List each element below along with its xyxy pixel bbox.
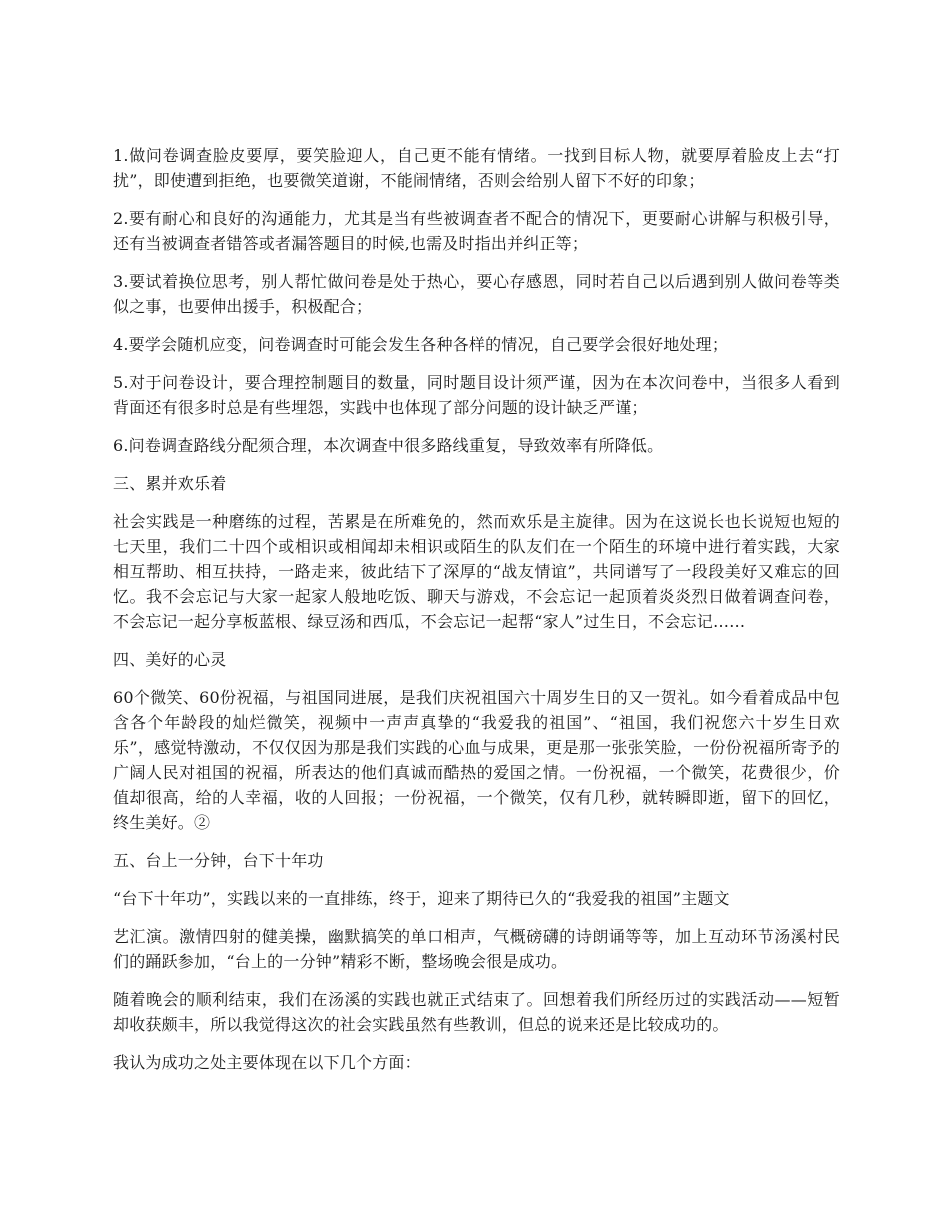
paragraph-section-5-b: 艺汇演。激情四射的健美操，幽默搞笑的单口相声，气概磅礴的诗朗诵等等，加上互动环节汤溪村民们的踊跃参加，“台上的一分钟”精彩不断，整场晚会很是成功。 <box>113 927 840 971</box>
paragraph-section-3: 社会实践是一种磨练的过程，苦累是在所难免的，然而欢乐是主旋律。因为在这说长也长说短也短的七天里，我们二十四个或相识或相闻却未相识或陌生的队友们在一个陌生的环境中进行着实践，大家相互帮助、相互扶持，一路走来，彼此结下了深厚的“战友情谊”，共同谱写了一段段美好又难忘的回忆。我不会忘记与大家一起家人般地吃饭、聊天与游戏，不会忘记一起顶着炎炎烈日做着调查问卷，不会忘记一起分享板蓝根、绿豆汤和西瓜，不会忘记一起帮“家人”过生日，不会忘记…… <box>113 512 840 631</box>
paragraph-conclusion: 随着晚会的顺利结束，我们在汤溪的实践也就正式结束了。回想着我们所经历过的实践活动——短暂却收获颇丰，所以我觉得这次的社会实践虽然有些教训，但总的说来还是比较成功的。 <box>113 990 840 1034</box>
section-heading-3: 三、累并欢乐着 <box>113 474 227 493</box>
paragraph-section-5-a: “台下十年功”，实践以来的一直排练，终于，迎来了期待已久的“我爱我的祖国”主题文 <box>113 889 730 908</box>
paragraph-tip-1: 1.做问卷调查脸皮要厚，要笑脸迎人，自己更不能有情绪。一找到目标人物，就要厚着脸皮上去“打扰”，即使遭到拒绝，也要微笑道谢，不能闹情绪，否则会给别人留下不好的印象； <box>113 146 840 190</box>
paragraph-success-intro: 我认为成功之处主要体现在以下几个方面： <box>113 1053 421 1072</box>
section-heading-4: 四、美好的心灵 <box>113 650 227 669</box>
paragraph-tip-2: 2.要有耐心和良好的沟通能力，尤其是当有些被调查者不配合的情况下，更要耐心讲解与积极引导，还有当被调查者错答或者漏答题目的时候,也需及时指出并纠正等； <box>113 209 840 253</box>
paragraph-tip-6: 6.问卷调查路线分配须合理，本次调查中很多路线重复，导致效率有所降低。 <box>113 436 664 455</box>
document-body <box>113 143 840 1088</box>
paragraph-tip-5: 5.对于问卷设计，要合理控制题目的数量，同时题目设计须严谨，因为在本次问卷中，当很多人看到背面还有很多时总是有些埋怨，实践中也体现了部分问题的设计缺乏严谨； <box>113 373 840 417</box>
section-heading-5: 五、台上一分钟，台下十年功 <box>113 851 324 870</box>
paragraph-tip-4: 4.要学会随机应变，问卷调查时可能会发生各种各样的情况，自己要学会很好地处理； <box>113 335 729 354</box>
paragraph-section-4: 60个微笑、60份祝福，与祖国同进展，是我们庆祝祖国六十周岁生日的又一贺礼。如今看着成品中包含各个年龄段的灿烂微笑，视频中一声声真挚的“我爱我的祖国”、“祖国，我们祝您六十岁生日欢乐”，感觉特激动，不仅仅因为那是我们实践的心血与成果，更是那一张张笑脸，一份份祝福所寄予的广阔人民对祖国的祝福，所表达的他们真诚而酷热的爱国之情。一份祝福，一个微笑，花费很少，价值却很高，给的人幸福，收的人回报；一份祝福，一个微笑，仅有几秒，就转瞬即逝，留下的回忆，终生美好。② <box>113 688 840 832</box>
paragraph-tip-3: 3.要试着换位思考，别人帮忙做问卷是处于热心，要心存感恩，同时若自己以后遇到别人做问卷等类似之事，也要伸出援手，积极配合； <box>113 272 840 316</box>
